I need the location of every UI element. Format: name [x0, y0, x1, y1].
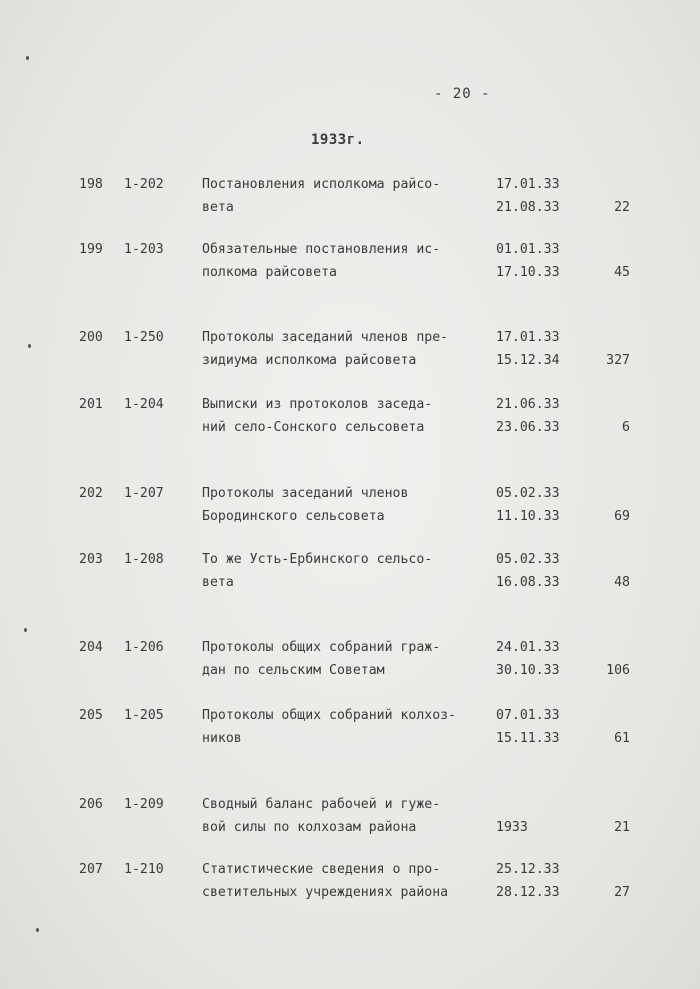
item-date-end: 30.10.33 — [496, 663, 560, 678]
item-date-start: 25.12.33 — [496, 862, 560, 877]
item-title-line2: Бородинского сельсовета — [202, 509, 385, 524]
item-title-line1: Протоколы общих собраний колхоз- — [202, 708, 457, 723]
item-sheet-count: 21 — [614, 820, 630, 835]
item-date-end: 23.06.33 — [496, 420, 560, 435]
item-title-line1: Статистические сведения о про- — [202, 862, 441, 877]
item-title-line2: ний село-Сонского сельсовета — [202, 420, 425, 435]
item-date-end: 1933 — [496, 820, 528, 835]
item-date-end: 15.12.34 — [496, 353, 560, 368]
page-number: - 20 - — [434, 86, 491, 102]
item-number: 203 — [79, 552, 103, 567]
item-number: 201 — [79, 397, 103, 412]
item-title-line2: полкома райсовета — [202, 265, 337, 280]
item-date-start: 17.01.33 — [496, 330, 560, 345]
inventory-row — [0, 326, 700, 374]
item-date-start: 07.01.33 — [496, 708, 560, 723]
item-code: 1-208 — [124, 552, 164, 567]
item-code: 1-203 — [124, 242, 164, 257]
item-title-line2: дан по сельским Советам — [202, 663, 385, 678]
inventory-row — [0, 636, 700, 684]
item-title-line1: Выписки из протоколов заседа- — [202, 397, 433, 412]
inventory-row — [0, 704, 700, 752]
item-code: 1-205 — [124, 708, 164, 723]
item-number: 200 — [79, 330, 103, 345]
item-number: 199 — [79, 242, 103, 257]
item-number: 204 — [79, 640, 103, 655]
item-title-line2: вета — [202, 575, 234, 590]
item-title-line2: светительных учреждениях района — [202, 885, 449, 900]
item-date-start: 21.06.33 — [496, 397, 560, 412]
item-title-line2: ников — [202, 731, 242, 746]
item-code: 1-210 — [124, 862, 164, 877]
inventory-row — [0, 482, 700, 530]
item-sheet-count: 69 — [614, 509, 630, 524]
item-number: 202 — [79, 486, 103, 501]
item-number: 207 — [79, 862, 103, 877]
item-title-line1: Постановления исполкома райсо- — [202, 177, 441, 192]
item-date-start: 24.01.33 — [496, 640, 560, 655]
item-title-line1: Протоколы заседаний членов пре- — [202, 330, 449, 345]
item-date-start: 05.02.33 — [496, 486, 560, 501]
item-date-end: 15.11.33 — [496, 731, 560, 746]
item-number: 205 — [79, 708, 103, 723]
item-code: 1-202 — [124, 177, 164, 192]
item-date-start: 01.01.33 — [496, 242, 560, 257]
inventory-row — [0, 393, 700, 441]
item-title-line1: Протоколы заседаний членов — [202, 486, 409, 501]
item-sheet-count: 61 — [614, 731, 630, 746]
item-title-line2: зидиума исполкома райсовета — [202, 353, 417, 368]
item-title-line2: вой силы по колхозам района — [202, 820, 417, 835]
item-sheet-count: 27 — [614, 885, 630, 900]
item-code: 1-204 — [124, 397, 164, 412]
item-code: 1-209 — [124, 797, 164, 812]
item-title-line2: вета — [202, 200, 234, 215]
item-sheet-count: 106 — [606, 663, 630, 678]
inventory-row — [0, 548, 700, 596]
item-sheet-count: 45 — [614, 265, 630, 280]
item-date-start: 17.01.33 — [496, 177, 560, 192]
item-date-end: 28.12.33 — [496, 885, 560, 900]
inventory-row — [0, 238, 700, 286]
item-date-end: 16.08.33 — [496, 575, 560, 590]
inventory-row — [0, 793, 700, 841]
item-title-line1: То же Усть-Ербинского сельсо- — [202, 552, 433, 567]
item-date-end: 21.08.33 — [496, 200, 560, 215]
inventory-row — [0, 173, 700, 221]
item-number: 198 — [79, 177, 103, 192]
item-sheet-count: 327 — [606, 353, 630, 368]
item-sheet-count: 22 — [614, 200, 630, 215]
item-code: 1-207 — [124, 486, 164, 501]
inventory-row — [0, 858, 700, 906]
item-number: 206 — [79, 797, 103, 812]
year-heading: 1933г. — [311, 132, 365, 148]
item-title-line1: Обязательные постановления ис- — [202, 242, 441, 257]
item-code: 1-206 — [124, 640, 164, 655]
item-sheet-count: 48 — [614, 575, 630, 590]
item-code: 1-250 — [124, 330, 164, 345]
item-date-end: 11.10.33 — [496, 509, 560, 524]
item-date-start: 05.02.33 — [496, 552, 560, 567]
item-title-line1: Сводный баланс рабочей и гуже- — [202, 797, 441, 812]
item-title-line1: Протоколы общих собраний граж- — [202, 640, 441, 655]
item-sheet-count: 6 — [622, 420, 630, 435]
item-date-end: 17.10.33 — [496, 265, 560, 280]
